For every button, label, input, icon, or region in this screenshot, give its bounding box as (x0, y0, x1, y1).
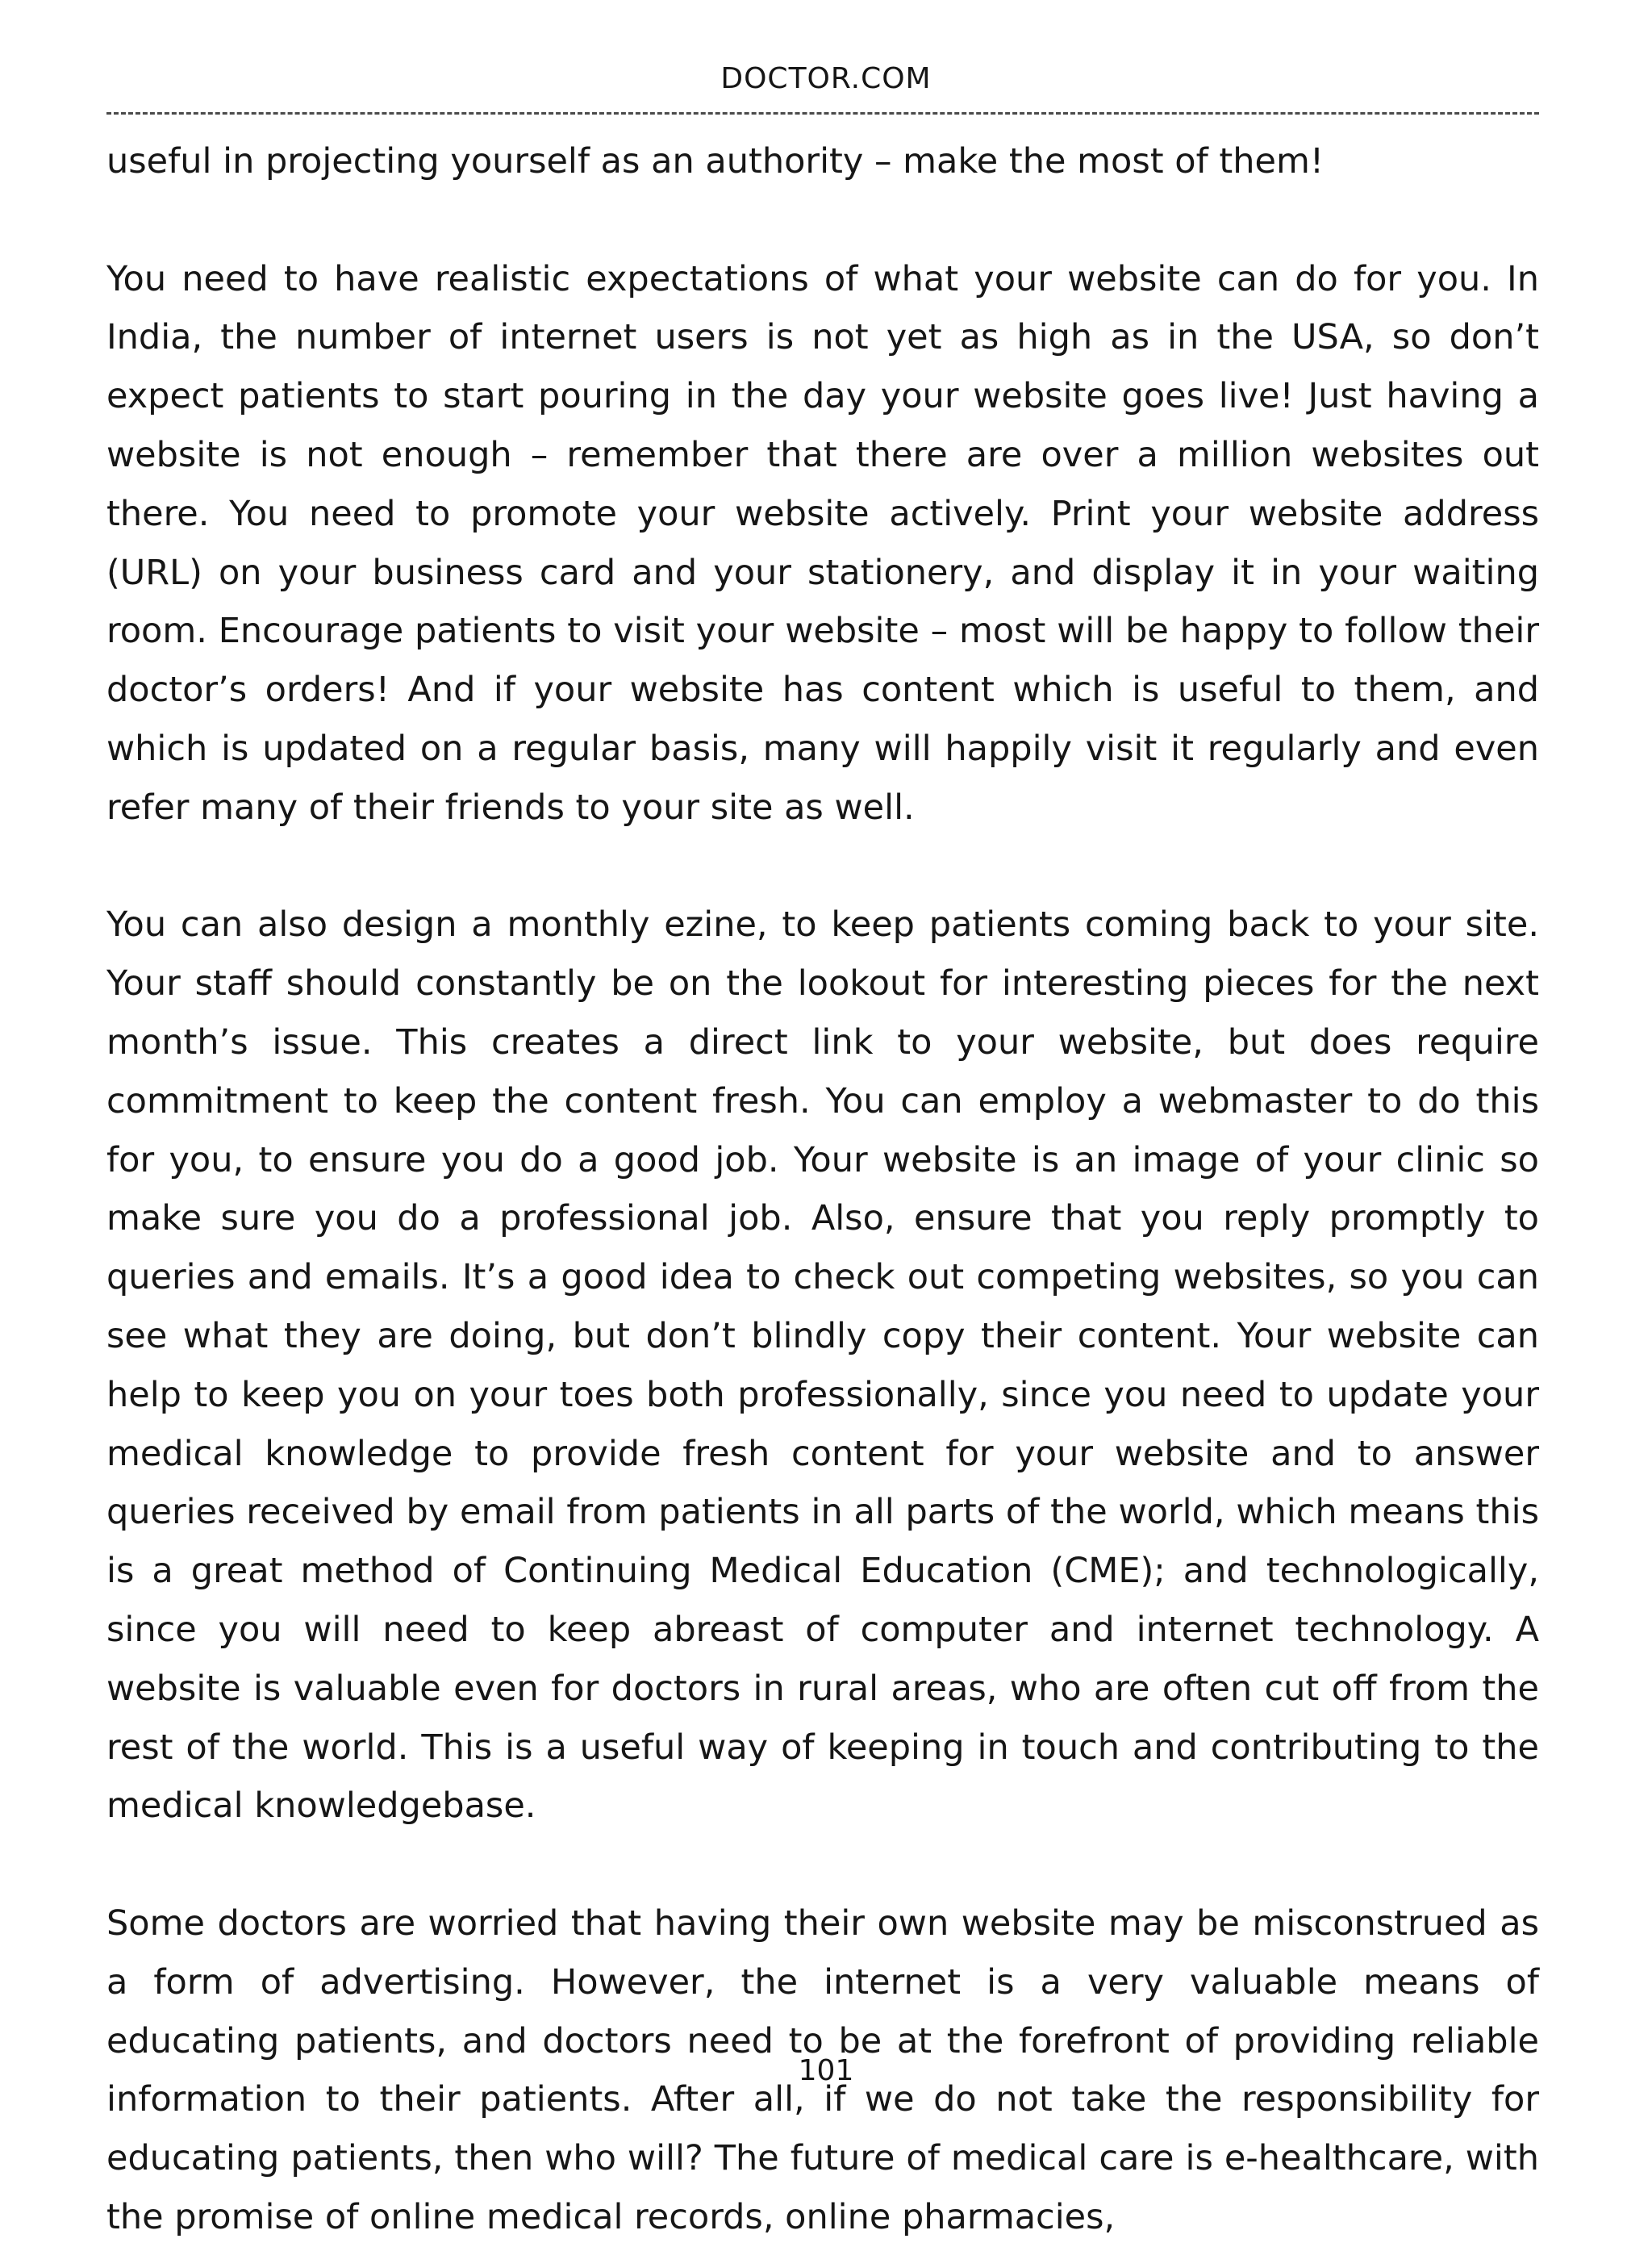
paragraph-continuation: useful in projecting yourself as an authority – make the most of them! (106, 141, 1325, 182)
header-divider (106, 112, 1539, 115)
paragraph-monthly-ezine: You can also design a monthly ezine, to keep patients coming back to your site. Your staff should constantly be on the lookout for interesting pieces for the next month’s issue. This creates a direct link to your website, but does require commitment to keep the content fresh. You can employ a webmaster to do this for you, to ensure you do a good job. Your website is an image of your clinic so make sure you do a professional job. Also, ensure that you reply promptly to queries and emails. It’s a good idea to check out competing websites, so you can see what they are doing, but don’t blindly copy their content. Your website can help to keep you on your toes both professionally, since you need to update your medical knowledge to provide fresh content for your website and to answer queries received by email from patients in all parts of the world, which means this is a great method of Continuing Medical Education (CME); and technologically, since you will need to keep abreast of computer and internet technology. A website is valuable even for doctors in rural areas, who are often cut off from the rest of the world. This is a useful way of keeping in touch and contributing to the medical knowledgebase. (106, 904, 1539, 1827)
paragraph-advertising-concerns: Some doctors are worried that having their own website may be misconstrued as a form of advertising. However, the internet is a very valuable means of educating patients, and doctors need to be at the forefront of providing reliable information to their patients. After all, if we do not take the responsibility for educating patients, then who will? The future of medical care is e-healthcare, with the promise of online medical records, online pharmacies, (106, 1902, 1539, 2237)
body-text (106, 132, 1539, 2247)
page-number: 101 (798, 2054, 854, 2087)
paragraph-website-expectations: You need to have realistic expectations of what your website can do for you. In India, the number of internet users is not yet as high as in the USA, so don’t expect patients to start pouring in the day your website goes live! Just having a website is not enough – remember that there are over a million websites out there. You need to promote your website actively. Print your website address (URL) on your business card and your stationery, and display it in your waiting room. Encourage patients to visit your website – most will be happy to follow their doctor’s orders! And if your website has content which is useful to them, and which is updated on a regular basis, many will happily visit it regularly and even refer many of their friends to your site as well. (106, 258, 1539, 828)
running-header: DOCTOR.COM (720, 62, 932, 95)
